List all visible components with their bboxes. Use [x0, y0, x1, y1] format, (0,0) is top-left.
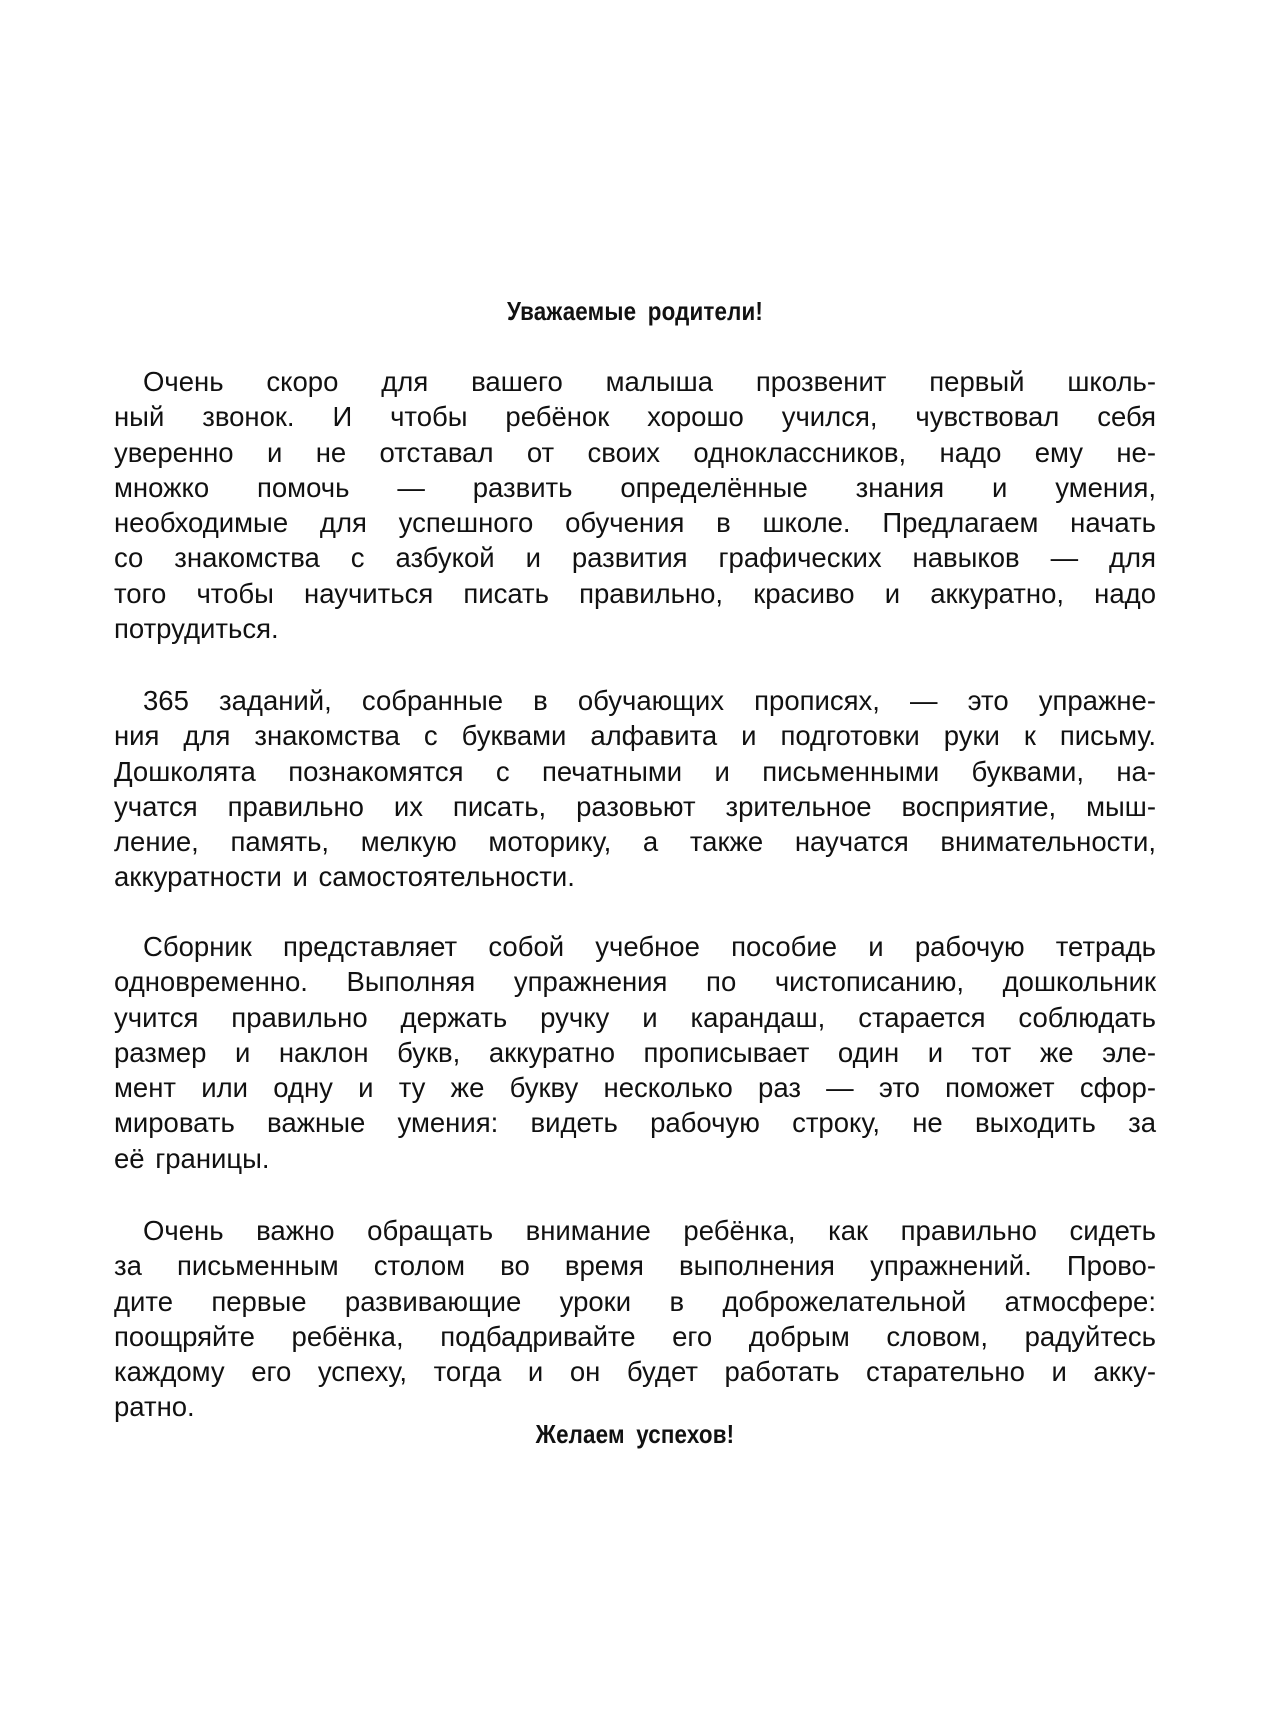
- text-line: того чтобы научиться писать правильно, красиво и аккуратно, надо: [114, 577, 1156, 609]
- text-line: уверенно и не отставал от своих одноклассников, надо ему не-: [114, 436, 1156, 468]
- text-line: Очень важно обращать внимание ребёнка, как правильно сидеть: [143, 1215, 1156, 1246]
- text-line: учатся правильно их писать, разовьют зрительное восприятие, мыш-: [114, 790, 1156, 822]
- text-line: Сборник представляет собой учебное пособие и рабочую тетрадь: [143, 931, 1156, 962]
- text-line: размер и наклон букв, аккуратно прописывает один и тот же эле-: [114, 1036, 1156, 1068]
- page-title: Уважаемые родители!: [506, 296, 764, 326]
- text-line: её границы.: [114, 1142, 270, 1174]
- paragraph-advice: [114, 1213, 1156, 1425]
- text-line: необходимые для успешного обучения в школе. Предлагаем начать: [114, 507, 1156, 539]
- text-line: множко помочь — развить определённые знания и умения,: [114, 471, 1156, 503]
- text-line: аккуратности и самостоятельности.: [114, 861, 575, 893]
- text-line: мировать важные умения: видеть рабочую строку, не выходить за: [114, 1107, 1156, 1139]
- text-line: поощряйте ребёнка, подбадривайте его добрым словом, радуйтесь: [114, 1320, 1156, 1352]
- text-line: дите первые развивающие уроки в доброжелательной атмосфере:: [114, 1285, 1156, 1317]
- text-line: ния для знакомства с буквами алфавита и подготовки руки к письму.: [114, 720, 1156, 752]
- text-line: мент или одну и ту же букву несколько раз — это поможет сфор-: [114, 1072, 1156, 1104]
- paragraph-workbook: [114, 929, 1156, 1176]
- text-line: 365 заданий, собранные в обучающих прописях, — это упражне-: [143, 685, 1156, 716]
- text-line: за письменным столом во время выполнения упражнений. Прово-: [114, 1250, 1156, 1282]
- text-line: со знакомства с азбукой и развития графических навыков — для: [114, 542, 1156, 574]
- closing-line: Желаем успехов!: [535, 1419, 735, 1449]
- text-line: Очень скоро для вашего малыша прозвенит первый школь-: [143, 366, 1156, 397]
- paragraph-tasks: [114, 683, 1156, 895]
- text-line: ление, память, мелкую моторику, а также научатся внимательности,: [114, 826, 1156, 858]
- text-line: каждому его успеху, тогда и он будет работать старательно и акку-: [114, 1356, 1156, 1388]
- text-line: потрудиться.: [114, 613, 279, 645]
- text-line: учится правильно держать ручку и карандаш, старается соблюдать: [114, 1001, 1156, 1033]
- text-line: Дошколята познакомятся с печатными и письменными буквами, на-: [114, 755, 1156, 787]
- text-line: ратно.: [114, 1391, 195, 1423]
- paragraph-intro: [114, 364, 1156, 646]
- text-line: ный звонок. И чтобы ребёнок хорошо учился, чувствовал себя: [114, 401, 1156, 433]
- text-line: одновременно. Выполняя упражнения по чистописанию, дошкольник: [114, 966, 1156, 998]
